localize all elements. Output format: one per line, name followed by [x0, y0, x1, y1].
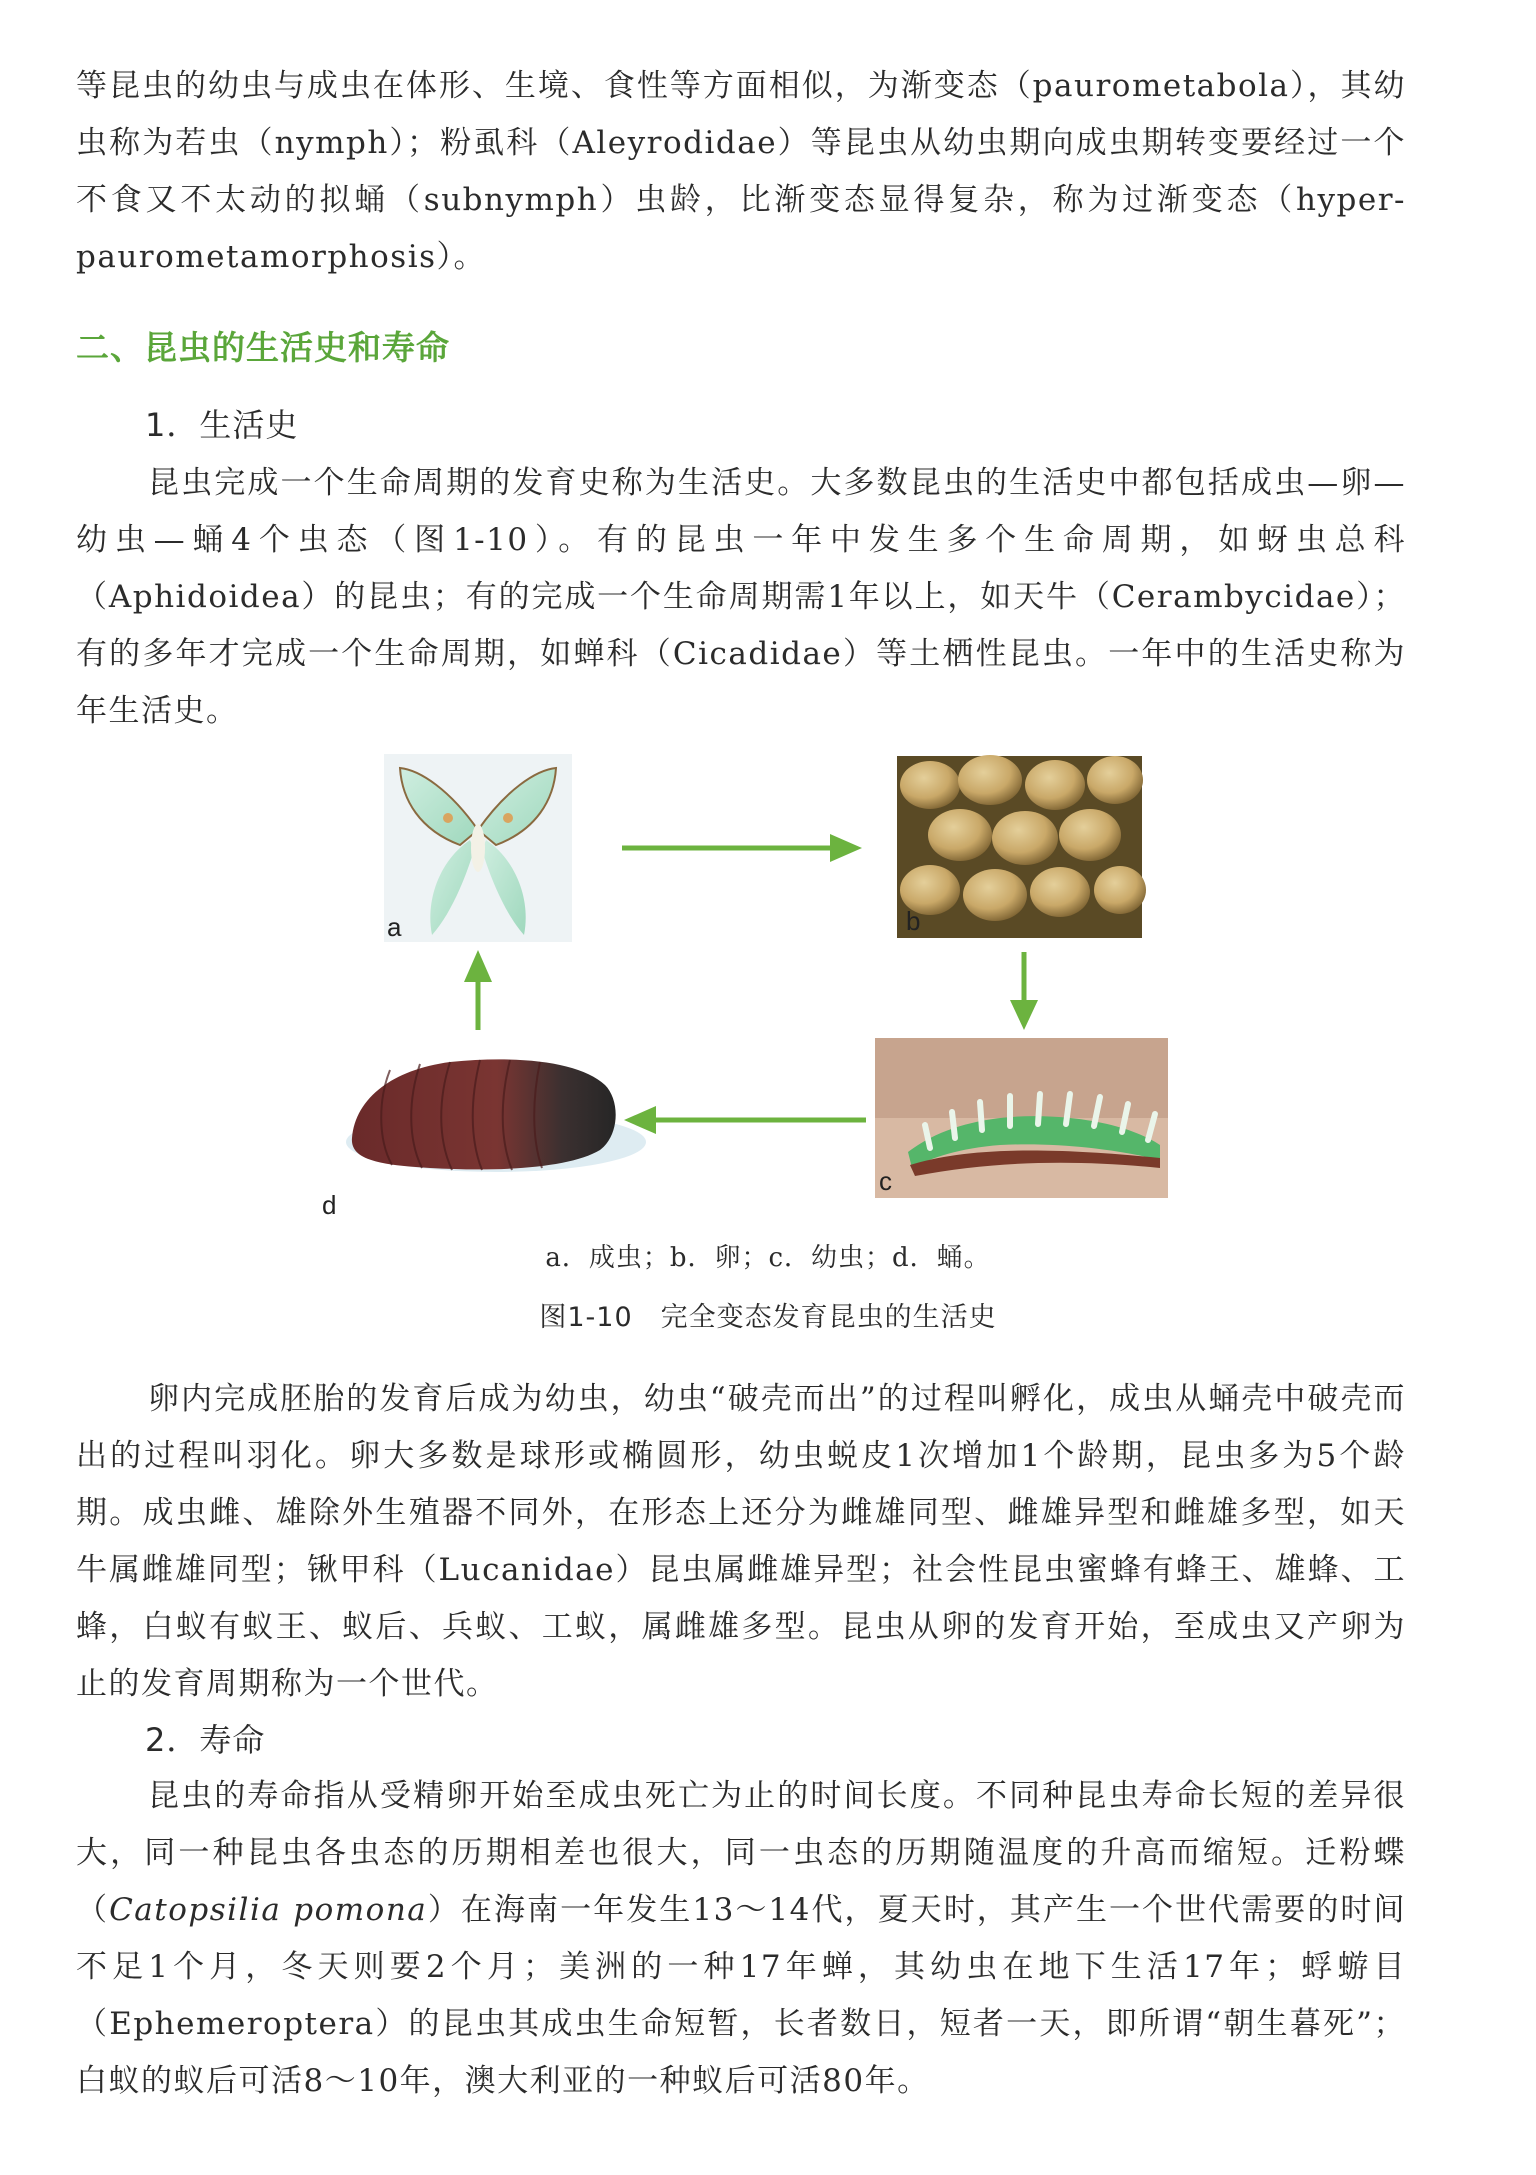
- lifespan-paragraph: [76, 1768, 1406, 2110]
- section-heading: 二、昆虫的生活史和寿命: [76, 328, 450, 367]
- subheading-life-history: 1．生活史: [145, 406, 299, 444]
- figure-title: 图1-10 完全变态发育昆虫的生活史: [539, 1302, 997, 1333]
- arrow-c-to-d: [624, 1106, 866, 1134]
- pupa-photo: [346, 1059, 646, 1172]
- label-b: b: [906, 906, 921, 936]
- arrow-a-to-b: [622, 834, 862, 862]
- species-name-italic: Catopsilia pomona: [109, 1892, 428, 1928]
- arrow-b-to-c: [1010, 952, 1038, 1030]
- eggs-photo: [897, 755, 1146, 938]
- development-paragraph: 卵内完成胚胎的发育后成为幼虫，幼虫“破壳而出”的过程叫孵化，成虫从蛹壳中破壳而出的过程叫羽化。卵大多数是球形或椭圆形，幼虫蜕皮1次增加1个龄期，昆虫多为5个龄期。成虫雌、雄除外生殖器不同外，在形态上还分为雌雄同型、雌雄异型和雌雄多型，如天牛属雌雄同型；锹甲科（Lucanidae）昆虫属雌雄异型；社会性昆虫蜜蜂有蜂王、雄蜂、工蜂，白蚁有蚁王、蚁后、兵蚁、工蚁，属雌雄多型。昆虫从卵的发育开始，至成虫又产卵为止的发育周期称为一个世代。: [76, 1381, 1406, 1702]
- lifespan-text-part1: 昆虫的寿命指从受精卵开始至成虫死亡为止的时间长度。不同种昆虫寿命长短的差异很大，同一种昆虫各虫态的历期相差也很大，同一虫态的历期随温度的升高而缩短。迁粉蝶（: [76, 1778, 1406, 1928]
- subheading-lifespan: 2．寿命: [145, 1721, 266, 1759]
- life-cycle-figure: [0, 740, 1536, 1333]
- life-cycle-diagram: [0, 740, 1536, 1320]
- arrow-d-to-a: [464, 950, 492, 1030]
- life-history-paragraph: 昆虫完成一个生命周期的发育史称为生活史。大多数昆虫的生活史中都包括成虫—卵—幼虫—蛹4个虫态（图1-10）。有的昆虫一年中发生多个生命周期，如蚜虫总科（Aphidoidea）的昆虫；有的完成一个生命周期需1年以上，如天牛（Cerambycidae）；有的多年才完成一个生命周期，如蝉科（Cicadidae）等土栖性昆虫。一年中的生活史称为年生活史。: [76, 465, 1406, 729]
- adult-moth-photo: [384, 754, 572, 942]
- larva-photo: [875, 1038, 1168, 1198]
- label-a: a: [387, 912, 402, 942]
- lifespan-text-part2: ）在海南一年发生13～14代，夏天时，其产生一个世代需要的时间不足1个月，冬天则要2个月；美洲的一种17年蝉，其幼虫在地下生活17年；蜉蝣目（Ephemeroptera）的昆虫其成虫生命短暂，长者数日，短者一天，即所谓“朝生暮死”；白蚁的蚁后可活8～10年，澳大利亚的一种蚁后可活80年。: [76, 1892, 1406, 2099]
- figure-caption: a．成虫；b．卵；c．幼虫；d．蛹。: [545, 1243, 991, 1273]
- label-d: d: [322, 1190, 337, 1220]
- label-c: c: [879, 1166, 892, 1196]
- intro-paragraph: 等昆虫的幼虫与成虫在体形、生境、食性等方面相似，为渐变态（paurometabola），其幼虫称为若虫（nymph）；粉虱科（Aleyrodidae）等昆虫从幼虫期向成虫期转变要经过一个不食又不太动的拟蛹（subnymph）虫龄，比渐变态显得复杂，称为过渐变态（hyper-paurometamorphosis）。: [76, 68, 1406, 275]
